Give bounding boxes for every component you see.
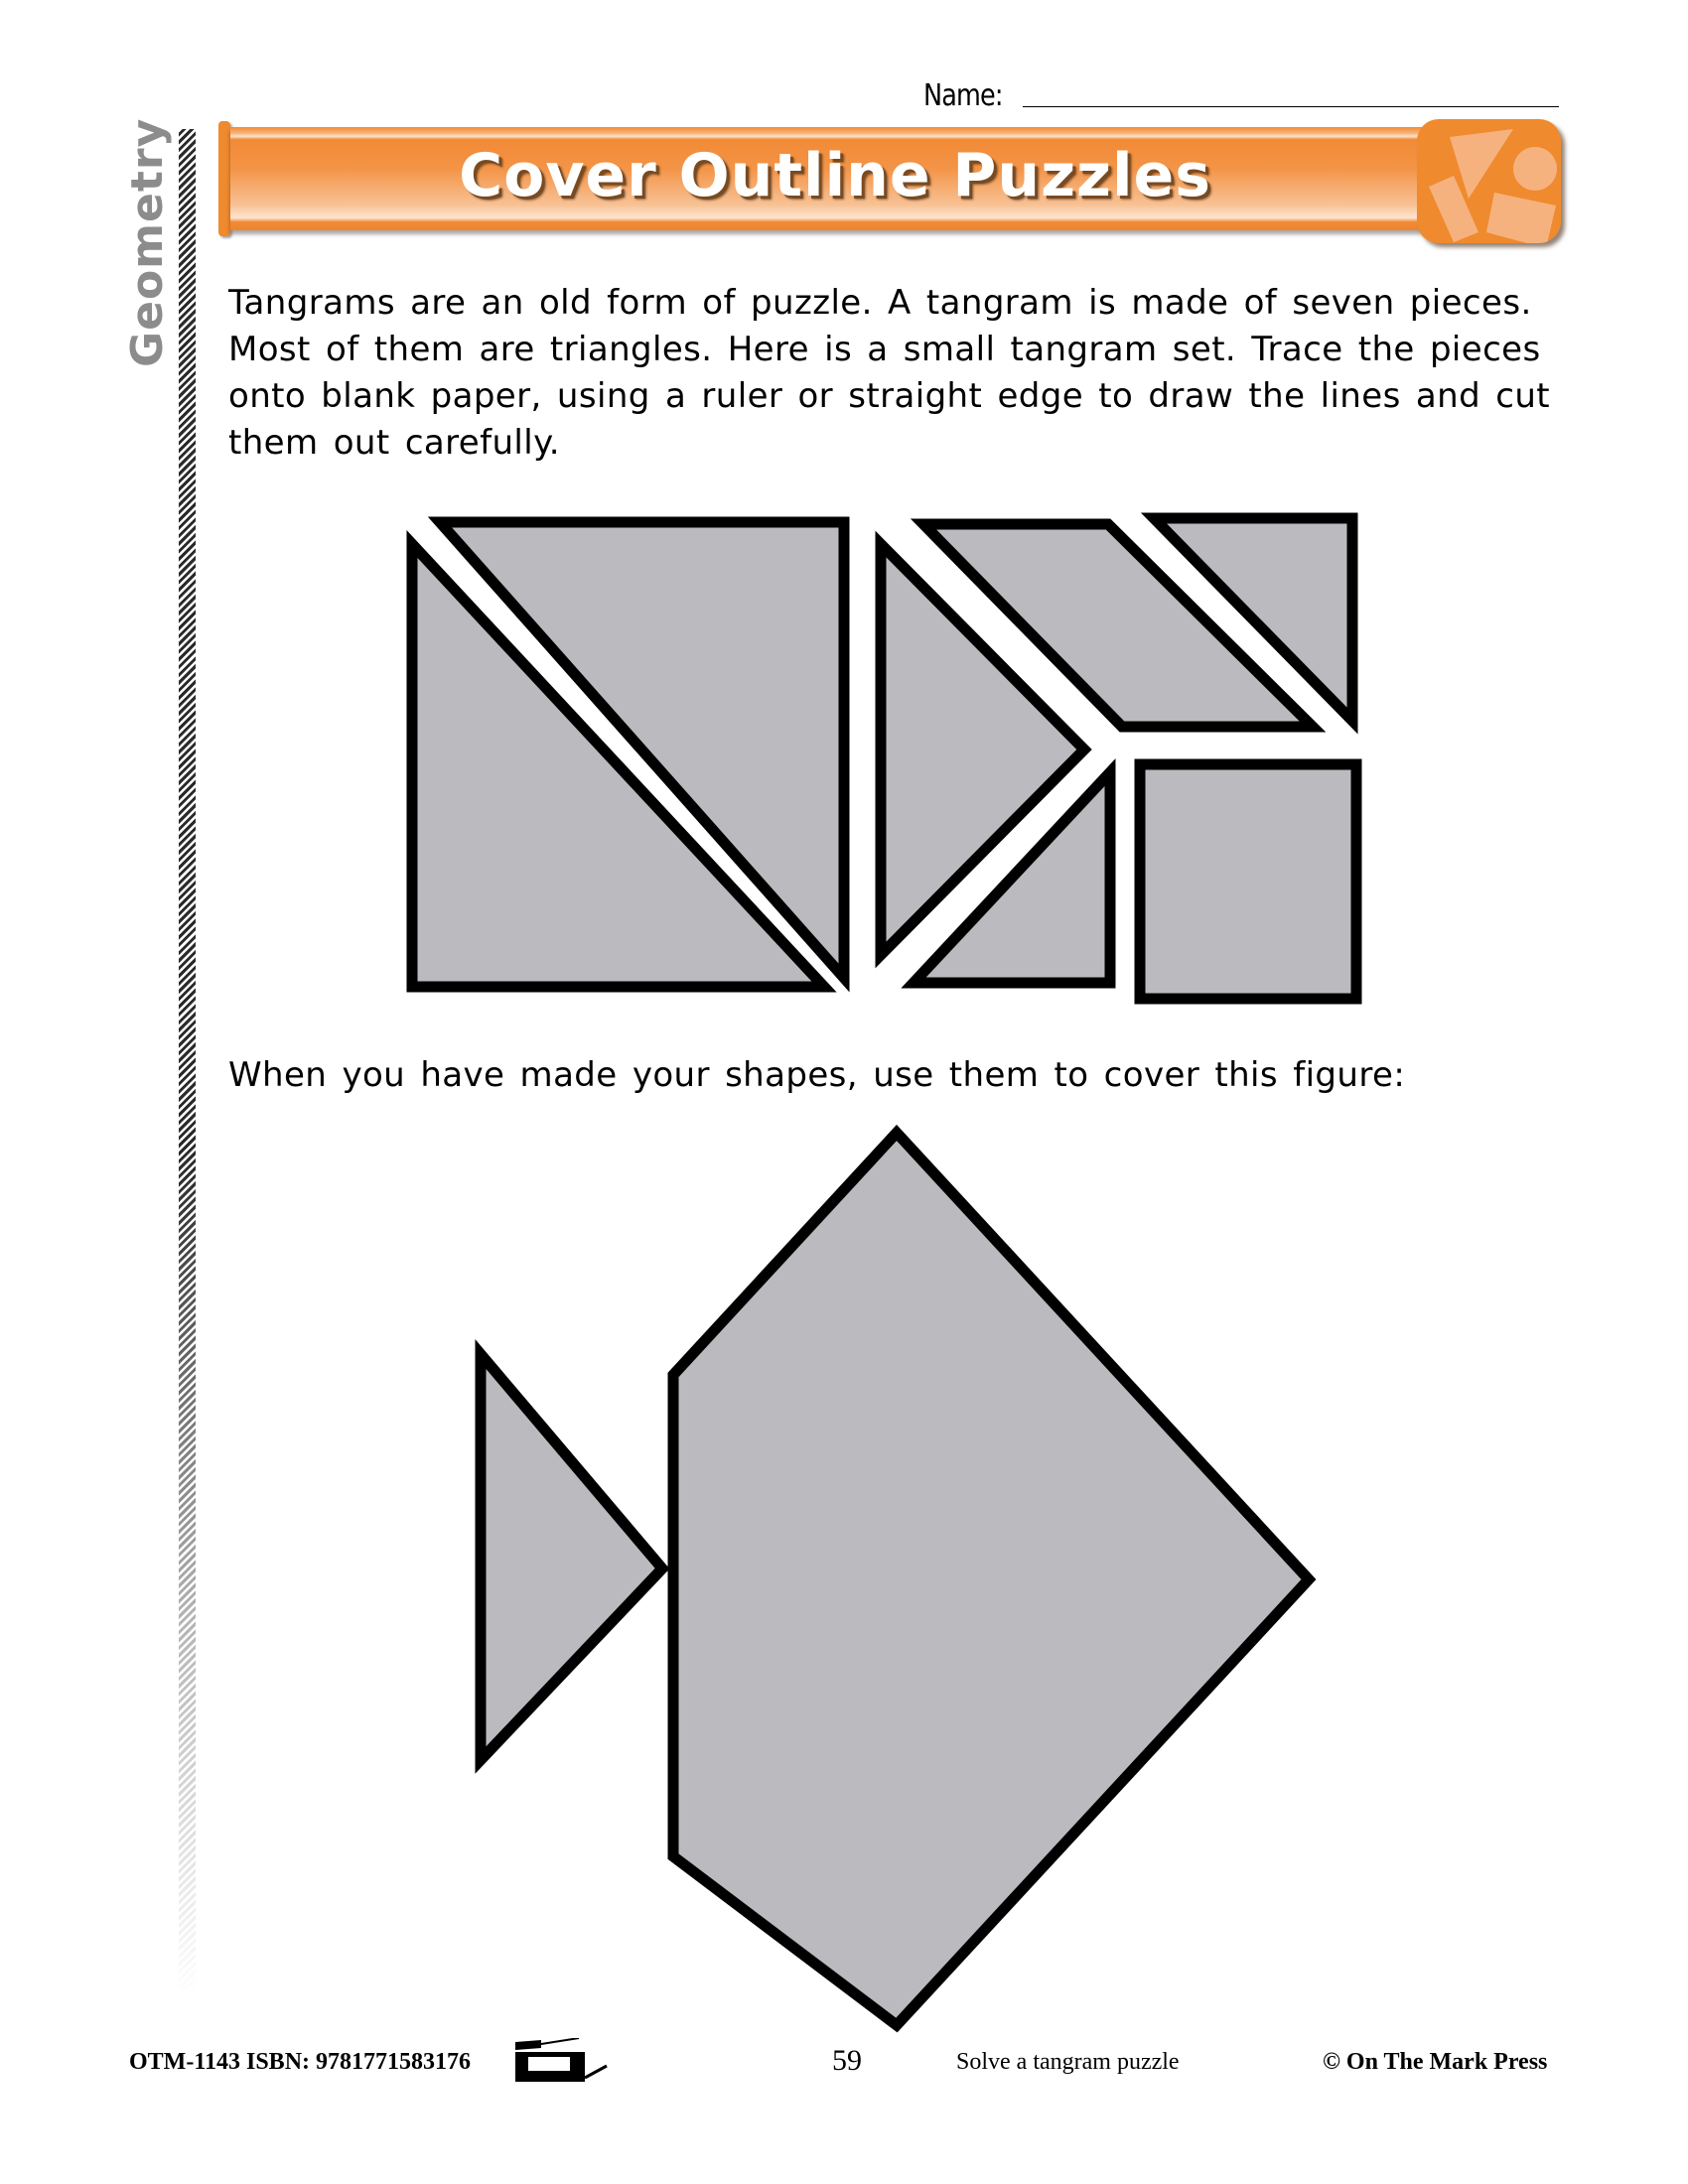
footer-topic: Solve a tangram puzzle (956, 2049, 1180, 2075)
page-title: Cover Outline Puzzles (459, 141, 1211, 210)
footer-code-isbn: OTM-1143 ISBN: 9781771583176 (129, 2049, 472, 2075)
name-label: Name: (923, 78, 1003, 113)
footer-copyright: © On The Mark Press (1323, 2049, 1548, 2075)
intro-line: Tangrams are an old form of puzzle. A tangram is made of seven pieces. (228, 283, 1532, 323)
intro-line: them out carefully. (228, 423, 560, 463)
reproducible-copier-icon (513, 2038, 613, 2083)
subject-label: Geometry (122, 117, 173, 367)
intro-line: Most of them are triangles. Here is a small tangram set. Trace the pieces (228, 330, 1541, 369)
fish-tail (481, 1354, 662, 1760)
fish-body (673, 1133, 1309, 2025)
square (1140, 764, 1356, 999)
fish-figure (481, 1133, 1309, 2025)
cover-instruction: When you have made your shapes, use them to cover this figure: (228, 1055, 1406, 1095)
intro-line: onto blank paper, using a ruler or straight edge to draw the lines and cut (228, 376, 1551, 416)
page-number: 59 (832, 2044, 862, 2077)
tangram-set (412, 518, 1356, 999)
